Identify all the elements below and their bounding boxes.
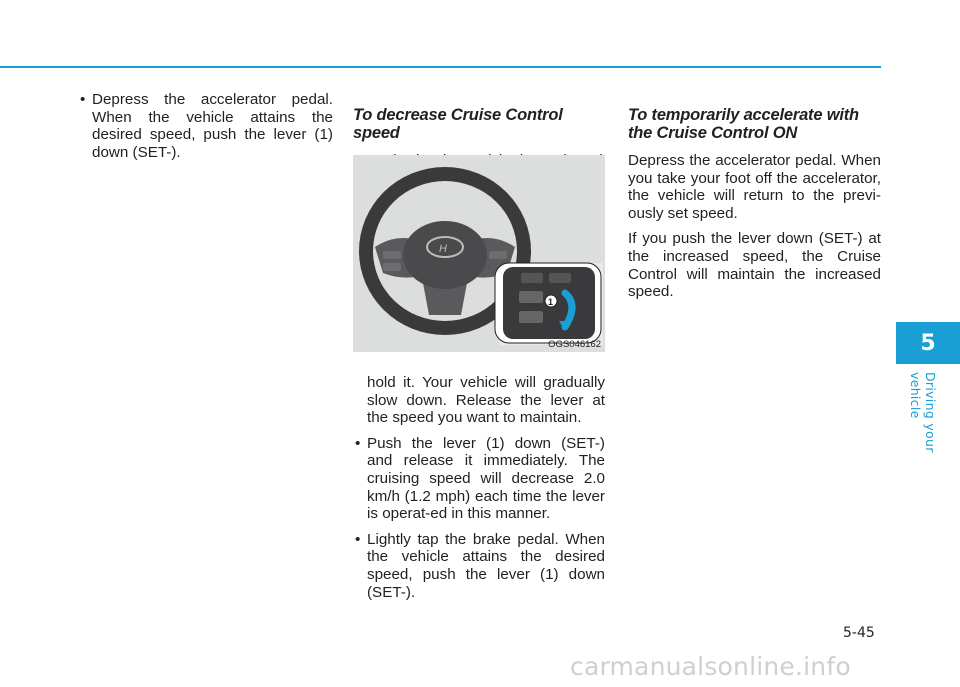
header-rule — [0, 66, 881, 68]
figure-code: OGS046162 — [548, 339, 601, 350]
column-right — [628, 106, 881, 301]
spoke-button — [383, 251, 401, 259]
column-middle-continued — [367, 374, 605, 601]
control-button — [519, 291, 543, 303]
steering-wheel-figure — [353, 155, 605, 352]
chapter-tab: 5 — [896, 322, 960, 364]
control-button — [521, 273, 543, 283]
control-button — [549, 273, 571, 283]
bullet-continuation: hold it. Your vehicle will gradually slow down. Release the lever at the speed you want to maintain. — [367, 374, 605, 427]
section-heading-accelerate: To temporarily accelerate with the Cruise Control ON — [628, 106, 859, 142]
bullet-item: • Push the lever (1) down (SET-) and release it immediately. The cruising speed will decrease 2.0 km/h (1.2 mph) each time the lever is operat-ed in this manner. — [353, 435, 605, 523]
spoke-button — [489, 251, 507, 259]
control-button — [519, 311, 543, 323]
wheel-hub — [403, 221, 487, 289]
paragraph: Depress the accelerator pedal. When you take your foot off the accelerator, the vehicle will return to the previ-ously set speed. — [628, 152, 881, 222]
page-number: 5-45 — [843, 625, 875, 641]
watermark-text: carmanualsonline.info — [570, 652, 851, 681]
callout-number: 1 — [548, 297, 554, 307]
svg-text:H: H — [439, 243, 447, 255]
chapter-title: Driving your vehicle — [908, 372, 938, 453]
bullet-item: • Depress the accelerator pedal. When the vehicle attains the desired speed, push the lever (1) down (SET-). — [78, 91, 333, 161]
section-heading-decrease: To decrease Cruise Control speed — [353, 106, 563, 142]
bullet-item: • Lightly tap the brake pedal. When the vehicle attains the desired speed, push the lever (1) down (SET-). — [353, 531, 605, 601]
steering-wheel-illustration — [353, 155, 605, 352]
column-left — [78, 91, 333, 161]
paragraph: If you push the lever down (SET-) at the increased speed, the Cruise Control will maintain the increased speed. — [628, 230, 881, 301]
spoke-button — [383, 263, 401, 271]
